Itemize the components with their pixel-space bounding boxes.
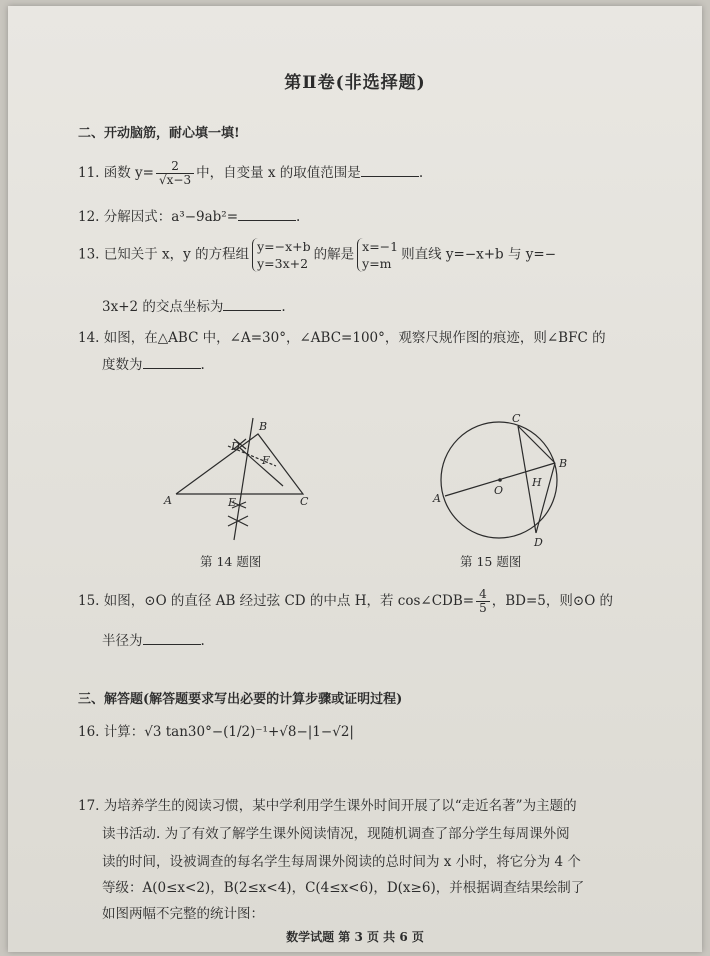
q11-text-a: 11. 函数 y= bbox=[78, 165, 154, 181]
q11-fraction bbox=[156, 160, 194, 187]
q15-text-b: ，BD=5，则⊙O 的 bbox=[491, 593, 614, 609]
fig14-label-D: D bbox=[231, 440, 240, 453]
fig14-label-B: B bbox=[259, 420, 268, 433]
q13-text-d: 3x+2 的交点坐标为 bbox=[102, 299, 224, 315]
fig14-label-A: A bbox=[164, 494, 172, 507]
fig15-label-D: D bbox=[534, 536, 543, 548]
figure-15-caption: 第 15 题图 bbox=[460, 554, 522, 569]
question-17-line1: 17. 为培养学生的阅读习惯，某中学利用学生课外时间开展了以“走近名著”为主题的 bbox=[78, 798, 577, 814]
fig14-label-C: C bbox=[300, 495, 309, 508]
q11-denominator: √x−3 bbox=[159, 173, 192, 187]
q13-answer-blank[interactable] bbox=[223, 296, 281, 311]
q13-system-2 bbox=[357, 238, 398, 272]
question-16: 16. 计算：√3 tan30°−(1/2)⁻¹+√8−|1−√2| bbox=[78, 724, 354, 740]
q11-numerator: 2 bbox=[156, 160, 194, 174]
q15-numerator: 4 bbox=[476, 588, 490, 602]
q13-text-c: 则直线 y=−x+b 与 y=− bbox=[401, 246, 557, 263]
fig14-label-E: E bbox=[228, 496, 237, 509]
q12-text: 12. 分解因式：a³−9ab²= bbox=[78, 209, 239, 225]
figure-15-circle bbox=[428, 408, 578, 548]
q13-sol1: x=−1 bbox=[362, 239, 399, 254]
q15-fraction bbox=[476, 588, 490, 615]
question-17-line4: 等级：A(0≤x<2)，B(2≤x<4)，C(4≤x<6)，D(x≥6)，并根据调查结果绘制了 bbox=[102, 880, 585, 896]
fig15-label-H: H bbox=[532, 476, 542, 489]
question-14-line2 bbox=[102, 354, 205, 375]
q13-eq1: y=−x+b bbox=[257, 239, 311, 254]
fig15-label-B: B bbox=[559, 457, 568, 470]
question-17-line2: 读书活动. 为了有效了解学生课外阅读情况，现随机调查了部分学生每周课外阅 bbox=[102, 826, 570, 842]
question-17-line5: 如图两幅不完整的统计图： bbox=[102, 906, 264, 922]
fig15-label-A: A bbox=[433, 492, 441, 505]
exam-page bbox=[8, 6, 702, 952]
question-11 bbox=[78, 160, 423, 187]
fig15-label-O: O bbox=[494, 484, 504, 497]
q15-denominator: 5 bbox=[479, 601, 487, 615]
q14-period: . bbox=[200, 357, 205, 373]
q11-text-b: 中，自变量 x 的取值范围是 bbox=[196, 165, 361, 181]
question-12 bbox=[78, 206, 300, 227]
question-15-line2 bbox=[102, 630, 205, 651]
question-13-line2 bbox=[102, 296, 286, 317]
figure-14-caption: 第 14 题图 bbox=[200, 554, 262, 569]
fig15-label-C: C bbox=[512, 412, 521, 425]
q13-period: . bbox=[281, 299, 286, 315]
q11-period: . bbox=[418, 165, 424, 181]
q15-period: . bbox=[200, 633, 205, 649]
q13-system-1 bbox=[252, 238, 311, 272]
q12-answer-blank[interactable] bbox=[238, 206, 296, 221]
section-3-heading: 三、解答题(解答题要求写出必要的计算步骤或证明过程) bbox=[78, 692, 403, 707]
q13-eq2: y=3x+2 bbox=[257, 256, 309, 271]
figure-14-triangle bbox=[158, 406, 338, 546]
question-15-line1 bbox=[78, 588, 613, 615]
q14-answer-blank[interactable] bbox=[143, 354, 201, 369]
q13-text-b: 的解是 bbox=[313, 246, 355, 263]
q11-answer-blank[interactable] bbox=[361, 162, 419, 177]
q13-sol2: y=m bbox=[362, 256, 392, 271]
question-13 bbox=[78, 238, 556, 272]
q13-text-a: 13. 已知关于 x，y 的方程组 bbox=[78, 246, 250, 263]
q15-text-a: 15. 如图，⊙O 的直径 AB 经过弦 CD 的中点 H，若 cos∠CDB= bbox=[78, 593, 475, 609]
question-17-line3: 读的时间，设被调查的每名学生每周课外阅读的总时间为 x 小时，将它分为 4 个 bbox=[102, 854, 581, 870]
question-14-line1: 14. 如图，在△ABC 中，∠A=30°，∠ABC=100°，观察尺规作图的痕迹，则∠BFC 的 bbox=[78, 330, 606, 346]
page-footer: 数学试题 第 3 页 共 6 页 bbox=[286, 930, 424, 944]
section-2-heading: 二、开动脑筋，耐心填一填! bbox=[78, 126, 240, 141]
q15-text-c: 半径为 bbox=[102, 633, 143, 649]
q14-text: 度数为 bbox=[102, 357, 143, 373]
fig14-label-F: F bbox=[262, 454, 270, 467]
page-title: 第Ⅱ卷(非选择题) bbox=[284, 73, 426, 93]
q15-answer-blank[interactable] bbox=[143, 630, 201, 645]
q12-period: . bbox=[296, 209, 301, 225]
